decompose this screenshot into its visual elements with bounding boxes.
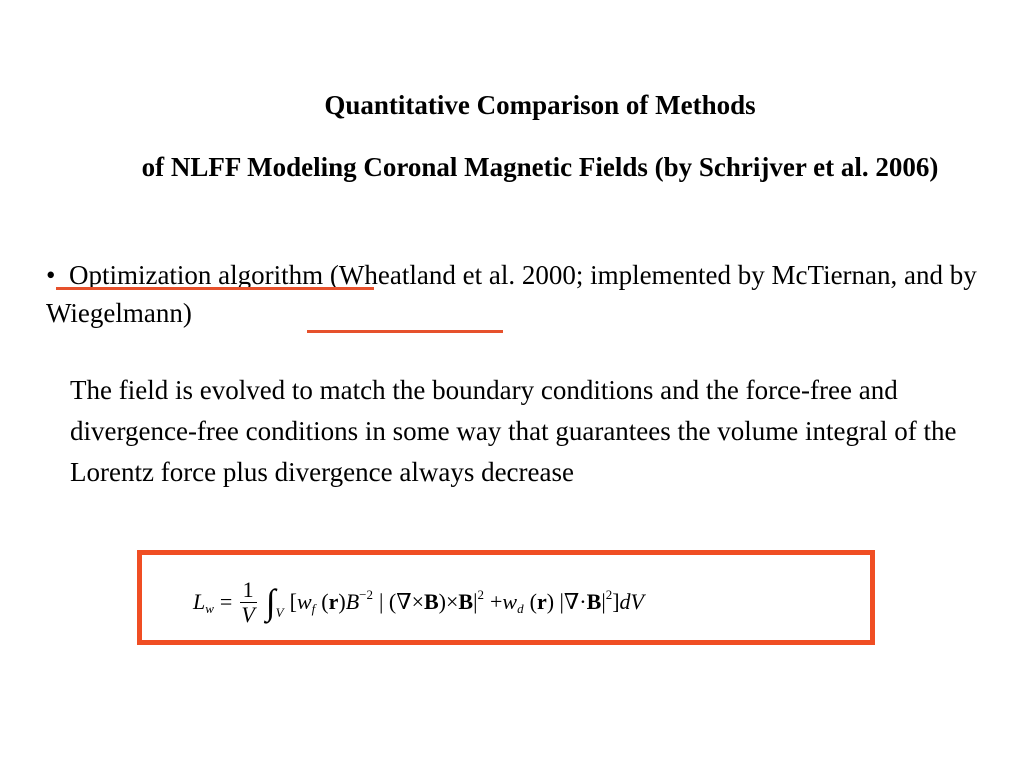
highlight-optimization-algorithm: Optimization algorithm [68,260,324,290]
slide-title: Quantitative Comparison of Methods [324,90,756,120]
highlight-wiegelmann: Wiegelmann) [46,298,192,328]
lorentz-functional-formula: L $_w$ = $\frac{1}{V}$ ∫ $_V$ [ w $_f$ ( r ) B $^{-2}$ | (∇× B )× B | $^2$ + w $_d$ ( r ) |∇· B | $^2$ ] dV [193,576,644,627]
red-underline-2 [307,330,503,333]
bullet-item [46,256,986,332]
description-paragraph: The field is evolved to match the boundary conditions and the force-free and divergence-free conditions in some way that guarantees the volume integral of the Lorentz force plus divergence always decrease [70,375,957,487]
red-underline-1 [56,287,374,290]
slide-subtitle: of NLFF Modeling Coronal Magnetic Fields (by Schrijver et al. 2006) [141,152,939,182]
bullet-text: (Wheatland et al. 2000; implemented by McTiernan, and by [323,260,977,290]
bullet-marker: • [46,260,56,290]
